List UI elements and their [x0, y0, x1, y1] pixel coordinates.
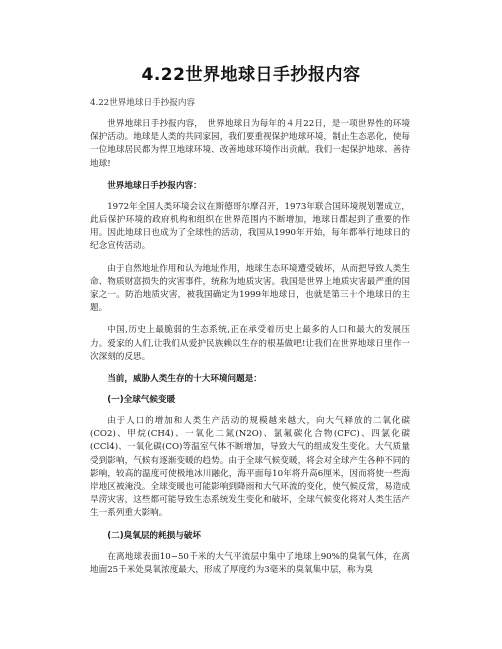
china-paragraph: 中国,历史上最脆弱的生态系统,正在承受着历史上最多的人口和最大的发展压力。爱家的人们,让我们从爱护民族赖以生存的根基做吧!让我们在世界地球日里作一次深刻的反思。	[90, 325, 410, 362]
page-subtitle: 4.22世界地球日手抄报内容	[90, 98, 196, 108]
document-body	[90, 118, 410, 586]
intro-paragraph: 世界地球日手抄报内容， 世界地球日为每年的４月22日，是一项世界性的环境保护活动。地球是人类的共同家园，我们要重视保护地球环境，制止生态恶化，使每一位地球居民都为悍卫地球环境、改善地球环境作出贡献。我们一起保护地球、善待地球!	[90, 119, 410, 169]
section-heading-climate: (一)全球气候变暖	[107, 395, 176, 406]
section-heading-threats: 当前，威胁人类生存的十大环境问题是：	[107, 374, 262, 385]
section-heading-ozone: (二)臭氧层的耗损与破坏	[107, 530, 201, 541]
disaster-paragraph: 由于自然地址作用和认为地址作用，地球生态环境遭受破坏，从而把导致人类生命、物质财富损失的灾害事件，统称为地质灾害。我国是世界上地质灾害最严重的国家之一。防治地质灾害，被我国确定为1999年地球日，也就是第三十个地球日的主题。	[90, 263, 410, 314]
climate-paragraph: 由于人口的增加和人类生产活动的规模越来越大，向大气释放的二氧化碳(CO2)、甲烷(CH4)、一氧化二氮(N2O)、氯氟碳化合物(CFC)、四氯化碳(CCl4)、一氧化碳(CO)等温室气体不断增加，导致大气的组成发生变化。大气质量受到影响，气候有逐渐变暖的趋势。由于全球气候变暖，将会对全球产生各种不同的影响，较高的温度可使极地冰川融化，海平面每10年将升高6厘米，因而将使一些海岸地区被淹没。全球变暖也可能影响到降雨和大气环流的变化，使气候反常，易造成旱涝灾害，这些都可能导致生态系统发生变化和破坏，全球气候变化将对人类生活产生一系列重大影响。	[90, 416, 410, 519]
history-paragraph: 1972年全国人类环境会议在斯德哥尔摩召开，1973年联合国环境规划署成立，此后保护环境的政府机构和组织在世界范围内不断增加，地球日都起到了重要的作用。因此地球日也成为了全球性的活动，我国从1990年开始，每年都举行地球日的纪念宣传活动。	[90, 201, 410, 252]
page-title: 4.22世界地球日手抄报内容	[141, 65, 361, 85]
ozone-paragraph: 在离地球表面10~50千米的大气平流层中集中了地球上90%的臭氧气体，在离地面25千米处臭氧浓度最大，形成了厚度约为3毫米的臭氧集中层，称为臭	[90, 551, 410, 575]
section-heading-content: 世界地球日手抄报内容：	[107, 180, 202, 191]
